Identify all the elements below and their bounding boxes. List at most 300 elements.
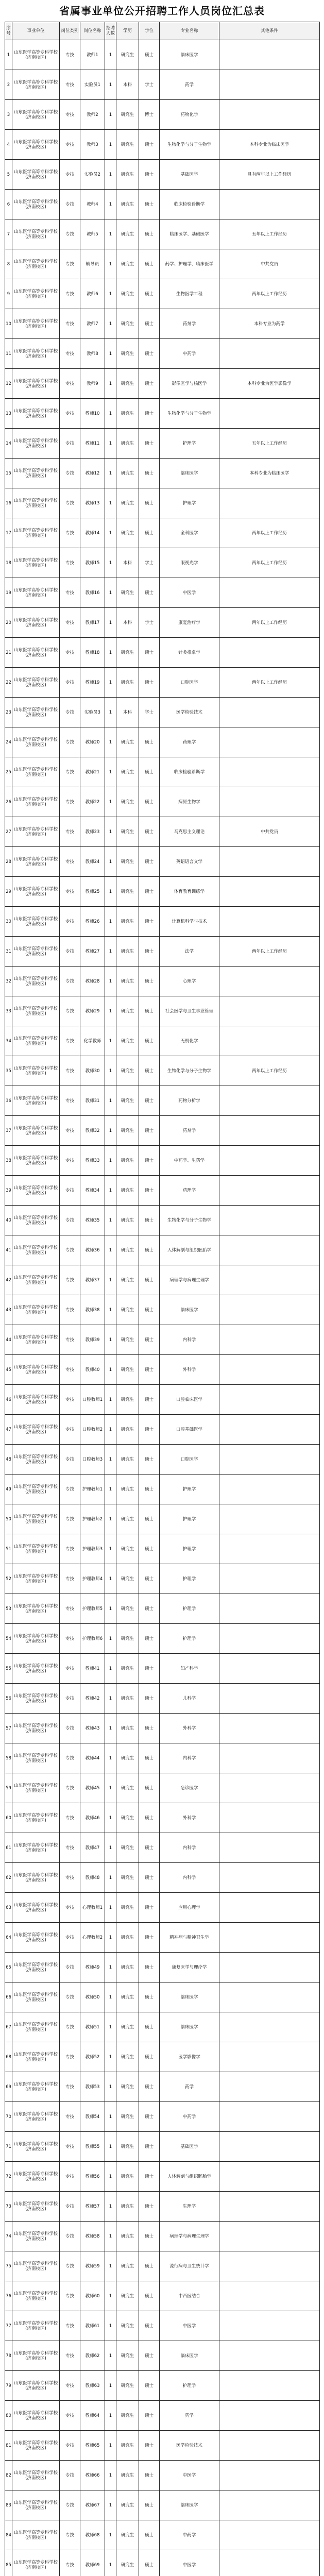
cell-no: 38 — [5, 1146, 12, 1176]
cell-unit: 山东医学高等专科学校(济南校区) — [12, 2281, 60, 2311]
cell-category: 专技 — [60, 698, 80, 727]
cell-position-name: 教师8 — [80, 339, 105, 369]
cell-degree: 硕士 — [139, 877, 160, 907]
cell-other — [219, 488, 320, 518]
cell-major: 生理学 — [160, 2192, 219, 2222]
cell-position-name: 护理教师3 — [80, 1534, 105, 1564]
cell-position-name: 教师57 — [80, 2192, 105, 2222]
cell-position-name: 教师33 — [80, 1146, 105, 1176]
cell-position-name: 教师23 — [80, 817, 105, 847]
cell-unit: 山东医学高等专科学校(济南校区) — [12, 2102, 60, 2132]
cell-unit: 山东医学高等专科学校(济南校区) — [12, 787, 60, 817]
cell-degree: 硕士 — [139, 2042, 160, 2072]
cell-education: 研究生 — [116, 1026, 139, 1056]
cell-degree: 硕士 — [139, 1056, 160, 1086]
cell-no: 39 — [5, 1176, 12, 1206]
cell-category: 专技 — [60, 1624, 80, 1654]
cell-category: 专技 — [60, 2431, 80, 2461]
cell-major: 护理学 — [160, 1624, 219, 1654]
cell-major: 流行病与卫生统计学 — [160, 2251, 219, 2281]
cell-degree: 硕士 — [139, 787, 160, 817]
cell-position-name: 教师45 — [80, 1773, 105, 1803]
cell-major: 内科学 — [160, 1863, 219, 1893]
cell-count: 1 — [105, 757, 116, 787]
cell-category: 专技 — [60, 1803, 80, 1833]
cell-major: 内科学 — [160, 1833, 219, 1863]
cell-position-name: 教师39 — [80, 1325, 105, 1355]
cell-degree: 硕士 — [139, 996, 160, 1026]
cell-category: 专技 — [60, 1265, 80, 1295]
cell-major: 眼视光学 — [160, 548, 219, 578]
cell-degree: 硕士 — [139, 309, 160, 339]
cell-education: 研究生 — [116, 1953, 139, 1982]
table-row — [5, 1325, 320, 1355]
cell-category: 专技 — [60, 190, 80, 219]
cell-other — [219, 1863, 320, 1893]
cell-unit: 山东医学高等专科学校(济南校区) — [12, 877, 60, 907]
cell-major: 药剂学 — [160, 1116, 219, 1146]
cell-other: 两年以上工作经历 — [219, 1056, 320, 1086]
table-row — [5, 967, 320, 996]
table-row — [5, 1923, 320, 1953]
cell-position-name: 教师21 — [80, 757, 105, 787]
cell-category: 专技 — [60, 1923, 80, 1953]
cell-category: 专技 — [60, 2042, 80, 2072]
cell-count: 1 — [105, 1265, 116, 1295]
cell-unit: 山东医学高等专科学校(济南校区) — [12, 1176, 60, 1206]
cell-no: 67 — [5, 2012, 12, 2042]
cell-category: 专技 — [60, 877, 80, 907]
cell-unit: 山东医学高等专科学校(济南校区) — [12, 1086, 60, 1116]
cell-degree: 硕士 — [139, 2490, 160, 2520]
cell-no: 32 — [5, 967, 12, 996]
cell-unit: 山东医学高等专科学校(济南校区) — [12, 339, 60, 369]
cell-position-name: 教师63 — [80, 2371, 105, 2401]
cell-position-name: 教师38 — [80, 1295, 105, 1325]
cell-education: 研究生 — [116, 2341, 139, 2371]
cell-no: 84 — [5, 2520, 12, 2550]
cell-category: 专技 — [60, 1235, 80, 1265]
cell-category: 专技 — [60, 996, 80, 1026]
cell-other: 中共党员 — [219, 249, 320, 279]
table-row — [5, 1056, 320, 1086]
cell-degree: 硕士 — [139, 1265, 160, 1295]
table-row — [5, 369, 320, 399]
cell-unit: 山东医学高等专科学校(济南校区) — [12, 757, 60, 787]
cell-count: 1 — [105, 1982, 116, 2012]
cell-unit: 山东医学高等专科学校(济南校区) — [12, 847, 60, 877]
cell-count: 1 — [105, 1116, 116, 1146]
cell-position-name: 教师58 — [80, 2222, 105, 2251]
cell-major: 法学 — [160, 937, 219, 967]
cell-category: 专技 — [60, 907, 80, 937]
cell-count: 1 — [105, 488, 116, 518]
cell-position-name: 心理教师2 — [80, 1923, 105, 1953]
cell-count: 1 — [105, 1654, 116, 1684]
cell-degree: 硕士 — [139, 1684, 160, 1714]
cell-education: 研究生 — [116, 2012, 139, 2042]
cell-degree: 硕士 — [139, 2550, 160, 2576]
cell-no: 27 — [5, 817, 12, 847]
cell-major: 临床医学 — [160, 2341, 219, 2371]
cell-education: 研究生 — [116, 1773, 139, 1803]
cell-category: 专技 — [60, 1773, 80, 1803]
header-other: 其他条件 — [219, 22, 320, 40]
cell-education: 研究生 — [116, 2192, 139, 2222]
cell-no: 54 — [5, 1624, 12, 1654]
cell-major: 体育教育训练学 — [160, 877, 219, 907]
cell-no: 66 — [5, 1982, 12, 2012]
cell-major: 口腔医学 — [160, 668, 219, 698]
cell-major: 护理学 — [160, 2371, 219, 2401]
cell-count: 1 — [105, 1624, 116, 1654]
cell-category: 专技 — [60, 2192, 80, 2222]
cell-position-name: 教师11 — [80, 429, 105, 459]
cell-degree: 硕士 — [139, 1803, 160, 1833]
cell-degree: 硕士 — [139, 518, 160, 548]
cell-count: 1 — [105, 2102, 116, 2132]
cell-other — [219, 1564, 320, 1594]
cell-no: 29 — [5, 877, 12, 907]
cell-category: 专技 — [60, 488, 80, 518]
cell-no: 37 — [5, 1116, 12, 1146]
cell-no: 56 — [5, 1684, 12, 1714]
cell-other — [219, 2042, 320, 2072]
cell-major: 病理学与病理生理学 — [160, 2222, 219, 2251]
cell-category: 专技 — [60, 1206, 80, 1235]
cell-degree: 硕士 — [139, 1624, 160, 1654]
cell-position-name: 教师31 — [80, 1086, 105, 1116]
cell-degree: 硕士 — [139, 1146, 160, 1176]
table-row — [5, 787, 320, 817]
cell-category: 专技 — [60, 1325, 80, 1355]
cell-degree: 硕士 — [139, 1893, 160, 1923]
header-category: 岗位类别 — [60, 22, 80, 40]
cell-education: 研究生 — [116, 1504, 139, 1534]
cell-no: 8 — [5, 249, 12, 279]
cell-no: 22 — [5, 668, 12, 698]
cell-degree: 硕士 — [139, 1833, 160, 1863]
cell-count: 1 — [105, 1206, 116, 1235]
cell-position-name: 教师60 — [80, 2281, 105, 2311]
cell-major: 中医学 — [160, 2550, 219, 2576]
table-row — [5, 1235, 320, 1265]
cell-other: 具有两年以上工作经历 — [219, 160, 320, 190]
cell-degree: 硕士 — [139, 1504, 160, 1534]
cell-degree: 硕士 — [139, 1445, 160, 1475]
cell-education: 研究生 — [116, 937, 139, 967]
cell-other — [219, 757, 320, 787]
cell-no: 20 — [5, 608, 12, 638]
cell-degree: 硕士 — [139, 2401, 160, 2431]
cell-degree: 硕士 — [139, 1863, 160, 1893]
cell-degree: 硕士 — [139, 2192, 160, 2222]
cell-education: 研究生 — [116, 996, 139, 1026]
cell-no: 62 — [5, 1863, 12, 1893]
cell-no: 6 — [5, 190, 12, 219]
cell-unit: 山东医学高等专科学校(济南校区) — [12, 1564, 60, 1594]
cell-position-name: 教师61 — [80, 2311, 105, 2341]
cell-education: 研究生 — [116, 249, 139, 279]
cell-category: 专技 — [60, 2162, 80, 2192]
cell-no: 26 — [5, 787, 12, 817]
cell-category: 专技 — [60, 1534, 80, 1564]
cell-unit: 山东医学高等专科学校(济南校区) — [12, 369, 60, 399]
cell-degree: 硕士 — [139, 369, 160, 399]
cell-other — [219, 1833, 320, 1863]
cell-no: 47 — [5, 1415, 12, 1445]
cell-degree: 硕士 — [139, 727, 160, 757]
cell-other — [219, 2162, 320, 2192]
cell-count: 1 — [105, 1235, 116, 1265]
cell-other — [219, 1086, 320, 1116]
cell-major: 护理学 — [160, 1534, 219, 1564]
cell-education: 研究生 — [116, 488, 139, 518]
cell-count: 1 — [105, 1743, 116, 1773]
cell-education: 研究生 — [116, 1982, 139, 2012]
cell-unit: 山东医学高等专科学校(济南校区) — [12, 219, 60, 249]
cell-no: 14 — [5, 429, 12, 459]
table-row — [5, 727, 320, 757]
cell-other — [219, 638, 320, 668]
cell-position-name: 教师62 — [80, 2341, 105, 2371]
cell-major: 护理学 — [160, 429, 219, 459]
cell-education: 研究生 — [116, 1235, 139, 1265]
cell-position-name: 护理教师2 — [80, 1504, 105, 1534]
cell-major: 内科学 — [160, 1743, 219, 1773]
cell-count: 1 — [105, 578, 116, 608]
table-row — [5, 1445, 320, 1475]
cell-position-name: 教师13 — [80, 488, 105, 518]
cell-no: 61 — [5, 1833, 12, 1863]
cell-category: 专技 — [60, 1026, 80, 1056]
table-row — [5, 578, 320, 608]
cell-unit: 山东医学高等专科学校(济南校区) — [12, 578, 60, 608]
cell-education: 研究生 — [116, 668, 139, 698]
cell-degree: 硕士 — [139, 1116, 160, 1146]
cell-no: 70 — [5, 2102, 12, 2132]
cell-major: 生物化学与分子生物学 — [160, 399, 219, 429]
cell-education: 研究生 — [116, 1833, 139, 1863]
table-row — [5, 2042, 320, 2072]
cell-other: 五年以上工作经历 — [219, 429, 320, 459]
table-row — [5, 847, 320, 877]
cell-major: 病原生物学 — [160, 787, 219, 817]
cell-other — [219, 1534, 320, 1564]
cell-unit: 山东医学高等专科学校(济南校区) — [12, 2162, 60, 2192]
cell-position-name: 教师48 — [80, 1863, 105, 1893]
cell-degree: 硕士 — [139, 578, 160, 608]
cell-major: 儿科学 — [160, 1684, 219, 1714]
cell-major: 人体解剖与组织胚胎学 — [160, 1235, 219, 1265]
cell-position-name: 教师35 — [80, 1206, 105, 1235]
cell-position-name: 实验员1 — [80, 70, 105, 100]
cell-no: 7 — [5, 219, 12, 249]
cell-degree: 硕士 — [139, 1564, 160, 1594]
cell-count: 1 — [105, 2042, 116, 2072]
cell-education: 研究生 — [116, 1146, 139, 1176]
cell-other — [219, 2012, 320, 2042]
cell-no: 83 — [5, 2490, 12, 2520]
cell-unit: 山东医学高等专科学校(济南校区) — [12, 1146, 60, 1176]
cell-major: 中药学 — [160, 2520, 219, 2550]
cell-education: 研究生 — [116, 1176, 139, 1206]
cell-other — [219, 1325, 320, 1355]
cell-count: 1 — [105, 1325, 116, 1355]
cell-position-name: 教师54 — [80, 2102, 105, 2132]
cell-category: 专技 — [60, 2401, 80, 2431]
table-row — [5, 1714, 320, 1743]
cell-category: 专技 — [60, 2222, 80, 2251]
cell-no: 65 — [5, 1953, 12, 1982]
table-row — [5, 2490, 320, 2520]
cell-degree: 学士 — [139, 70, 160, 100]
cell-count: 1 — [105, 2431, 116, 2461]
cell-other: 两年以上工作经历 — [219, 608, 320, 638]
cell-count: 1 — [105, 160, 116, 190]
cell-category: 专技 — [60, 40, 80, 70]
cell-major: 生物化学与分子生物学 — [160, 130, 219, 160]
cell-major: 临床检验诊断学 — [160, 190, 219, 219]
cell-no: 63 — [5, 1893, 12, 1923]
cell-count: 1 — [105, 698, 116, 727]
cell-unit: 山东医学高等专科学校(济南校区) — [12, 2072, 60, 2102]
cell-education: 研究生 — [116, 2311, 139, 2341]
cell-other: 中共党员 — [219, 817, 320, 847]
cell-unit: 山东医学高等专科学校(济南校区) — [12, 638, 60, 668]
cell-education: 研究生 — [116, 847, 139, 877]
cell-no: 15 — [5, 459, 12, 488]
cell-other — [219, 1953, 320, 1982]
cell-major: 药理学 — [160, 727, 219, 757]
cell-category: 专技 — [60, 1385, 80, 1415]
cell-unit: 山东医学高等专科学校(济南校区) — [12, 1056, 60, 1086]
cell-degree: 硕士 — [139, 1385, 160, 1415]
table-row — [5, 429, 320, 459]
cell-category: 专技 — [60, 279, 80, 309]
table-row — [5, 2012, 320, 2042]
cell-education: 研究生 — [116, 2281, 139, 2311]
cell-degree: 硕士 — [139, 1743, 160, 1773]
cell-position-name: 教师69 — [80, 2550, 105, 2576]
cell-degree: 硕士 — [139, 339, 160, 369]
cell-position-name: 心理教师1 — [80, 1893, 105, 1923]
cell-degree: 硕士 — [139, 429, 160, 459]
cell-category: 专技 — [60, 2072, 80, 2102]
cell-education: 研究生 — [116, 1295, 139, 1325]
cell-position-name: 教师26 — [80, 907, 105, 937]
cell-major: 外科学 — [160, 1355, 219, 1385]
cell-degree: 硕士 — [139, 2222, 160, 2251]
cell-position-name: 教师27 — [80, 937, 105, 967]
cell-position-name: 护理教师6 — [80, 1624, 105, 1654]
cell-major: 医学影像学 — [160, 2042, 219, 2072]
cell-no: 11 — [5, 339, 12, 369]
cell-position-name: 口腔教师3 — [80, 1445, 105, 1475]
cell-count: 1 — [105, 2192, 116, 2222]
cell-major: 全科医学 — [160, 518, 219, 548]
cell-education: 研究生 — [116, 518, 139, 548]
cell-position-name: 教师37 — [80, 1265, 105, 1295]
cell-degree: 硕士 — [139, 907, 160, 937]
cell-count: 1 — [105, 1026, 116, 1056]
cell-category: 专技 — [60, 1863, 80, 1893]
cell-unit: 山东医学高等专科学校(济南校区) — [12, 548, 60, 578]
cell-major: 医学检验技术 — [160, 698, 219, 727]
cell-position-name: 教师2 — [80, 100, 105, 130]
cell-count: 1 — [105, 2012, 116, 2042]
cell-position-name: 教师10 — [80, 399, 105, 429]
cell-category: 专技 — [60, 100, 80, 130]
cell-position-name: 教师9 — [80, 369, 105, 399]
cell-major: 临床检验诊断学 — [160, 757, 219, 787]
table-row — [5, 937, 320, 967]
cell-other — [219, 2251, 320, 2281]
cell-degree: 硕士 — [139, 190, 160, 219]
cell-no: 82 — [5, 2461, 12, 2490]
cell-count: 1 — [105, 2401, 116, 2431]
table-header-row — [5, 22, 320, 40]
cell-position-name: 教师20 — [80, 727, 105, 757]
cell-no: 21 — [5, 638, 12, 668]
cell-unit: 山东医学高等专科学校(济南校区) — [12, 1953, 60, 1982]
cell-major: 中药学 — [160, 339, 219, 369]
table-row — [5, 1385, 320, 1415]
cell-count: 1 — [105, 1355, 116, 1385]
cell-education: 研究生 — [116, 1445, 139, 1475]
cell-category: 专技 — [60, 369, 80, 399]
cell-no: 9 — [5, 279, 12, 309]
cell-no: 46 — [5, 1385, 12, 1415]
cell-category: 专技 — [60, 518, 80, 548]
table-row — [5, 1624, 320, 1654]
cell-major: 影像医学与核医学 — [160, 369, 219, 399]
cell-count: 1 — [105, 219, 116, 249]
cell-other — [219, 1684, 320, 1714]
cell-unit: 山东医学高等专科学校(济南校区) — [12, 1026, 60, 1056]
cell-position-name: 教师59 — [80, 2251, 105, 2281]
cell-unit: 山东医学高等专科学校(济南校区) — [12, 2461, 60, 2490]
cell-category: 专技 — [60, 1743, 80, 1773]
table-row — [5, 279, 320, 309]
table-row — [5, 1654, 320, 1684]
cell-count: 1 — [105, 309, 116, 339]
cell-count: 1 — [105, 2132, 116, 2162]
cell-major: 药物分析学 — [160, 1086, 219, 1116]
cell-count: 1 — [105, 727, 116, 757]
cell-count: 1 — [105, 937, 116, 967]
cell-major: 英语语言文学 — [160, 847, 219, 877]
cell-other: 两年以上工作经历 — [219, 279, 320, 309]
cell-degree: 硕士 — [139, 2012, 160, 2042]
cell-count: 1 — [105, 1295, 116, 1325]
cell-other — [219, 1803, 320, 1833]
table-row — [5, 219, 320, 249]
cell-no: 2 — [5, 70, 12, 100]
table-row — [5, 130, 320, 160]
cell-other — [219, 967, 320, 996]
cell-education: 研究生 — [116, 459, 139, 488]
cell-other — [219, 2222, 320, 2251]
cell-category: 专技 — [60, 219, 80, 249]
cell-major: 临床医学 — [160, 1982, 219, 2012]
cell-education: 研究生 — [116, 638, 139, 668]
cell-unit: 山东医学高等专科学校(济南校区) — [12, 1445, 60, 1475]
cell-education: 研究生 — [116, 1684, 139, 1714]
cell-count: 1 — [105, 847, 116, 877]
cell-degree: 硕士 — [139, 1206, 160, 1235]
cell-no: 43 — [5, 1295, 12, 1325]
